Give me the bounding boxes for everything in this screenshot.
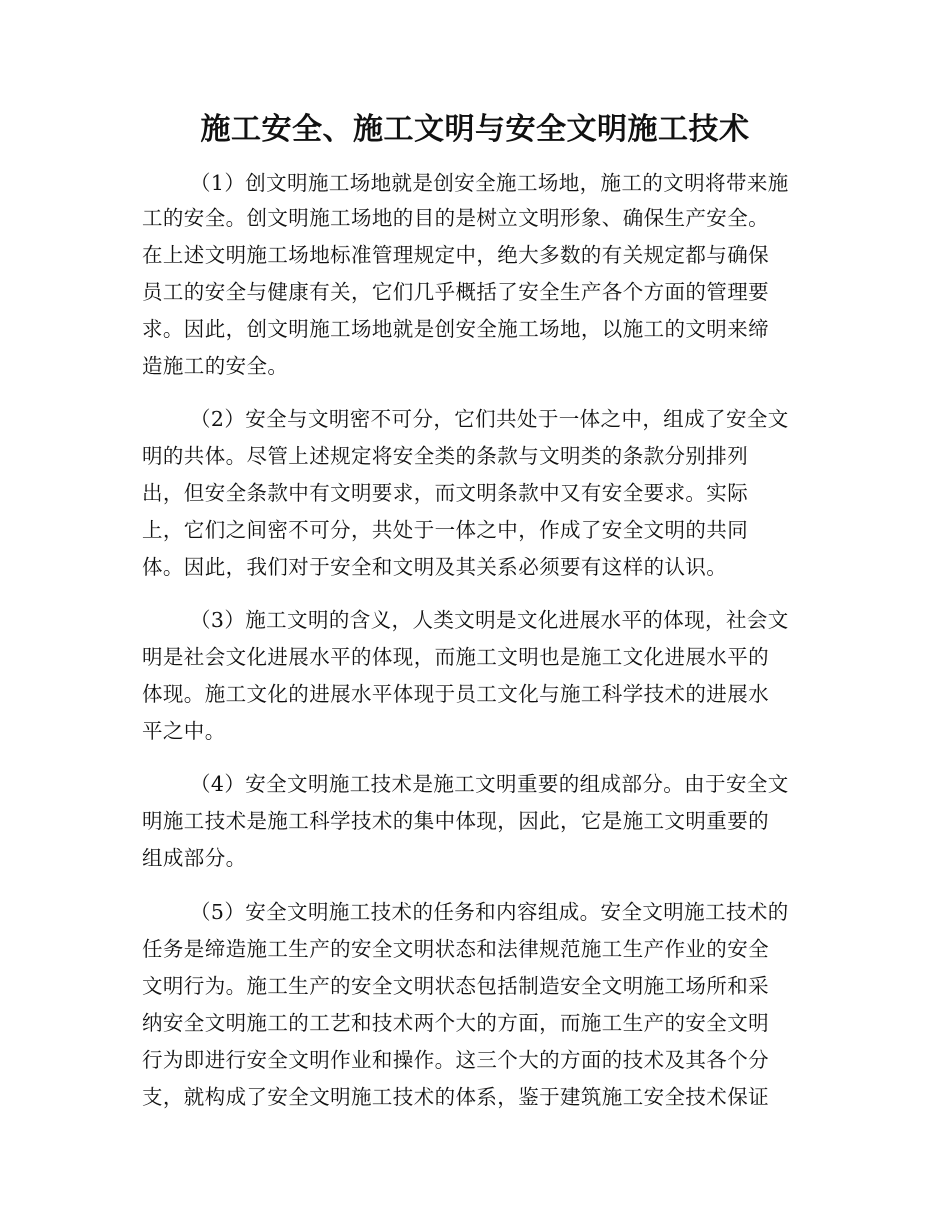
paragraph-1-line-2: 工的安全。创文明施工场地的目的是树立文明形象、确保生产安全。 — [142, 206, 769, 230]
paragraph-1-line-1: （1）创文明施工场地就是创安全施工场地，施工的文明将带来施 — [190, 171, 789, 195]
paragraph-5-line-5: 行为即进行安全文明作业和操作。这三个大的方面的技术及其各个分 — [142, 1048, 769, 1072]
paragraph-3-line-2: 明是社会文化进展水平的体现，而施工文明也是施工文化进展水平的 — [142, 645, 769, 669]
paragraph-5-line-4: 纳安全文明施工的工艺和技术两个大的方面，而施工生产的安全文明 — [142, 1011, 769, 1035]
paragraph-2-line-4: 上，它们之间密不可分，共处于一体之中，作成了安全文明的共同 — [142, 518, 749, 542]
paragraph-5-line-3: 文明行为。施工生产的安全文明状态包括制造安全文明施工场所和采 — [142, 974, 769, 998]
paragraph-5-line-1: （5）安全文明施工技术的任务和内容组成。安全文明施工技术的 — [190, 900, 789, 924]
paragraph-1-line-4: 员工的安全与健康有关，它们几乎概括了安全生产各个方面的管理要 — [142, 280, 769, 304]
paragraph-5-line-6: 支，就构成了安全文明施工技术的体系，鉴于建筑施工安全技术保证 — [142, 1085, 769, 1109]
paragraph-1-line-6: 造施工的安全。 — [142, 354, 289, 378]
paragraph-4-line-2: 明施工技术是施工科学技术的集中体现，因此，它是施工文明重要的 — [142, 809, 769, 833]
paragraph-3-line-3: 体现。施工文化的进展水平体现于员工文化与施工科学技术的进展水 — [142, 682, 769, 706]
paragraph-3-line-4: 平之中。 — [142, 719, 226, 743]
paragraph-4-line-1: （4）安全文明施工技术是施工文明重要的组成部分。由于安全文 — [190, 772, 789, 796]
paragraph-2-line-2: 明的共体。尽管上述规定将安全类的条款与文明类的条款分别排列 — [142, 444, 749, 468]
document-title: 施工安全、施工文明与安全文明施工技术 — [200, 112, 750, 147]
paragraph-2-line-1: （2）安全与文明密不可分，它们共处于一体之中，组成了安全文 — [190, 407, 789, 431]
paragraph-2-line-5: 体。因此，我们对于安全和文明及其关系必须要有这样的认识。 — [142, 555, 728, 579]
paragraph-1-line-5: 求。因此，创文明施工场地就是创安全施工场地，以施工的文明来缔 — [142, 317, 769, 341]
paragraph-5-line-2: 任务是缔造施工生产的安全文明状态和法律规范施工生产作业的安全 — [142, 937, 769, 961]
paragraph-1-line-3: 在上述文明施工场地标准管理规定中，绝大多数的有关规定都与确保 — [142, 243, 769, 267]
paragraph-3-line-1: （3）施工文明的含义，人类文明是文化进展水平的体现，社会文 — [190, 608, 789, 632]
paragraph-4-line-3: 组成部分。 — [142, 846, 247, 870]
paragraph-2-line-3: 出，但安全条款中有文明要求，而文明条款中又有安全要求。实际 — [142, 481, 749, 505]
